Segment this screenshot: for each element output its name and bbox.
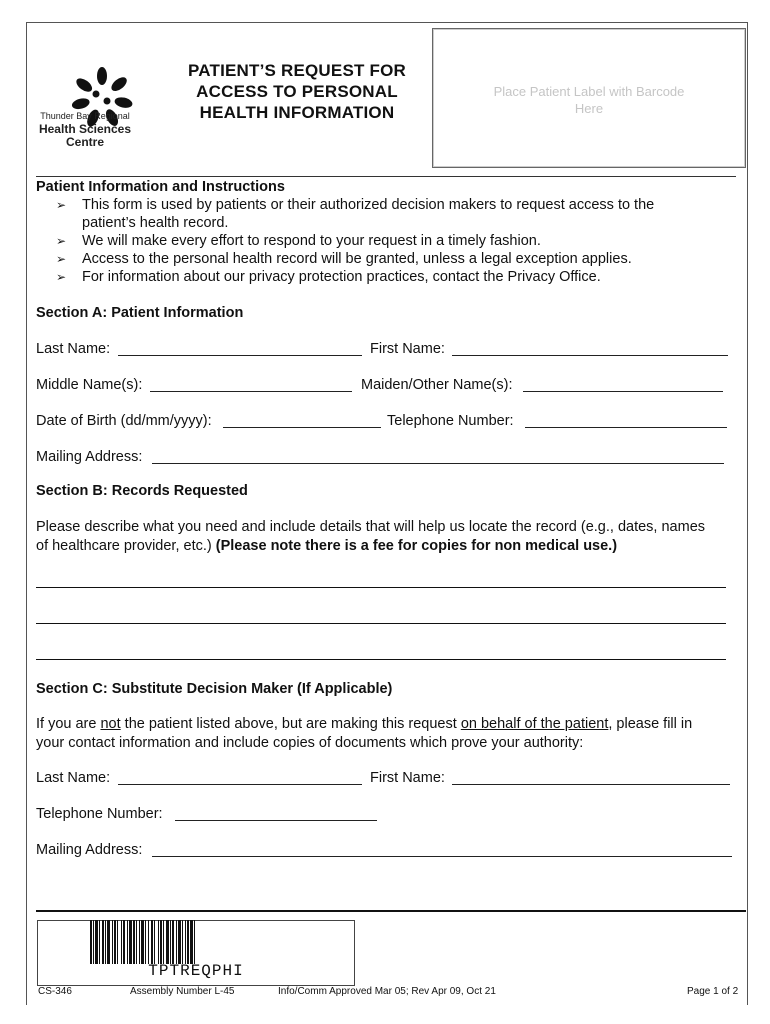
barcode-bar [90,920,92,964]
barcode-bar [99,920,100,964]
barcode-bar [95,920,98,964]
patient-middle-name-label: Middle Name(s): [36,377,143,393]
patient-label-placeholder: Place Patient Label with Barcode Here [493,84,685,116]
barcode-bar [93,920,94,964]
records-line-1[interactable] [36,587,726,588]
instructions-heading: Patient Information and Instructions [36,179,285,195]
section-c-heading: Section C: Substitute Decision Maker (If Applicable) [36,681,393,697]
barcode-bar [166,920,169,964]
sdm-first-name-label: First Name: [370,770,445,786]
instruction-item: ➢ For information about our privacy protection practices, contact the Privacy Office. [56,269,601,285]
fee-note: (Please note there is a fee for copies for non medical use.) [215,538,618,554]
page-number: Page 1 of 2 [687,986,739,997]
patient-mailing-label: Mailing Address: [36,449,143,465]
sdm-last-name-label: Last Name: [36,770,111,786]
patient-maiden-name-label: Maiden/Other Name(s): [361,377,513,393]
approval-info: Info/Comm Approved Mar 05; Rev Apr 09, Oct 21 [278,986,496,997]
patient-first-name-field[interactable] [452,341,728,356]
form-title-line2: ACCESS TO PERSONAL [196,82,398,101]
section-b-description: Please describe what you need and include details that will help us locate the record (e.g., dates, names of healthcare provider, etc.) (Please note there is a fee for copies for non medical use.) [36,519,706,554]
barcode-bar [145,920,146,964]
patient-dob-label: Date of Birth (dd/mm/yyyy): [36,413,212,429]
arrow-bullet-icon: ➢ [56,198,67,212]
sdm-telephone-field[interactable] [175,806,377,821]
barcode-bar [105,920,106,964]
patient-telephone-field[interactable] [525,413,727,428]
barcode-bar [163,920,164,964]
barcode-bar [107,920,110,964]
barcode-bar [148,920,149,964]
barcode-bar [129,920,132,964]
instruction-item-continued: patient’s health record. [82,215,229,231]
section-c-description: If you are not the patient listed above, but are making this request on behalf of the patient, please fill in your contact information and include copies of documents which prove your authority: [36,716,693,751]
barcode-bar [154,920,155,964]
barcode-bar [185,920,186,964]
barcode-bar [172,920,174,964]
arrow-bullet-icon: ➢ [56,234,67,248]
barcode-bar [190,920,193,964]
patient-label-box [432,28,746,168]
patient-first-name-label: First Name: [370,341,445,357]
form-title [172,60,422,123]
records-line-3[interactable] [36,659,726,660]
patient-dob-field[interactable] [223,413,381,428]
instruction-item: ➢ We will make every effort to respond to your request in a timely fashion. [56,233,541,249]
arrow-bullet-icon: ➢ [56,270,67,284]
barcode-bar [176,920,177,964]
barcode-bar [112,920,113,964]
form-title-line3: HEALTH INFORMATION [199,103,395,122]
barcode-bar [151,920,153,964]
barcode-bar [114,920,116,964]
barcode-bar [194,920,195,964]
sdm-last-name-field[interactable] [118,770,362,785]
sdm-mailing-field[interactable] [152,842,732,857]
patient-telephone-label: Telephone Number: [387,413,514,429]
logo-text [30,110,140,149]
barcode-bar [121,920,122,964]
barcode-bar [160,920,162,964]
assembly-number: Assembly Number L-45 [130,986,235,997]
records-line-2[interactable] [36,623,726,624]
sdm-telephone-label: Telephone Number: [36,806,163,822]
logo-org-line: Thunder Bay Regional [40,111,130,121]
barcode-bar [123,920,125,964]
patient-last-name-label: Last Name: [36,341,111,357]
patient-maiden-name-field[interactable] [523,377,723,392]
patient-middle-name-field[interactable] [150,377,352,392]
section-a-heading: Section A: Patient Information [36,305,244,321]
barcode-bar [127,920,128,964]
barcode-bar [102,920,104,964]
form-code: CS-346 [38,986,72,997]
barcode-bar [117,920,118,964]
barcode-bar [182,920,183,964]
barcode-bar [139,920,140,964]
barcode-text: TPTREQPHI [148,962,244,980]
barcode-bar [141,920,144,964]
sdm-mailing-label: Mailing Address: [36,842,143,858]
header-rule [36,176,736,177]
footer-rule [36,910,746,912]
barcode-bar [158,920,159,964]
barcode-bar [178,920,181,964]
section-b-heading: Section B: Records Requested [36,483,248,499]
instruction-item: ➢ This form is used by patients or their authorized decision makers to request access to the [56,197,655,213]
patient-last-name-field[interactable] [118,341,362,356]
barcode [88,920,304,964]
patient-mailing-field[interactable] [152,449,724,464]
barcode-bar [187,920,189,964]
instruction-item: ➢ Access to the personal health record will be granted, unless a legal exception applies. [56,251,632,267]
instructions-list [56,196,736,286]
arrow-bullet-icon: ➢ [56,252,67,266]
barcode-bar [136,920,137,964]
sdm-first-name-field[interactable] [452,770,730,785]
logo-name-line1: Health Sciences [38,122,132,136]
barcode-bar [170,920,171,964]
logo-name-line2: Centre [65,135,104,149]
barcode-bar [133,920,135,964]
form-title-line1: PATIENT’S REQUEST FOR [188,61,406,80]
